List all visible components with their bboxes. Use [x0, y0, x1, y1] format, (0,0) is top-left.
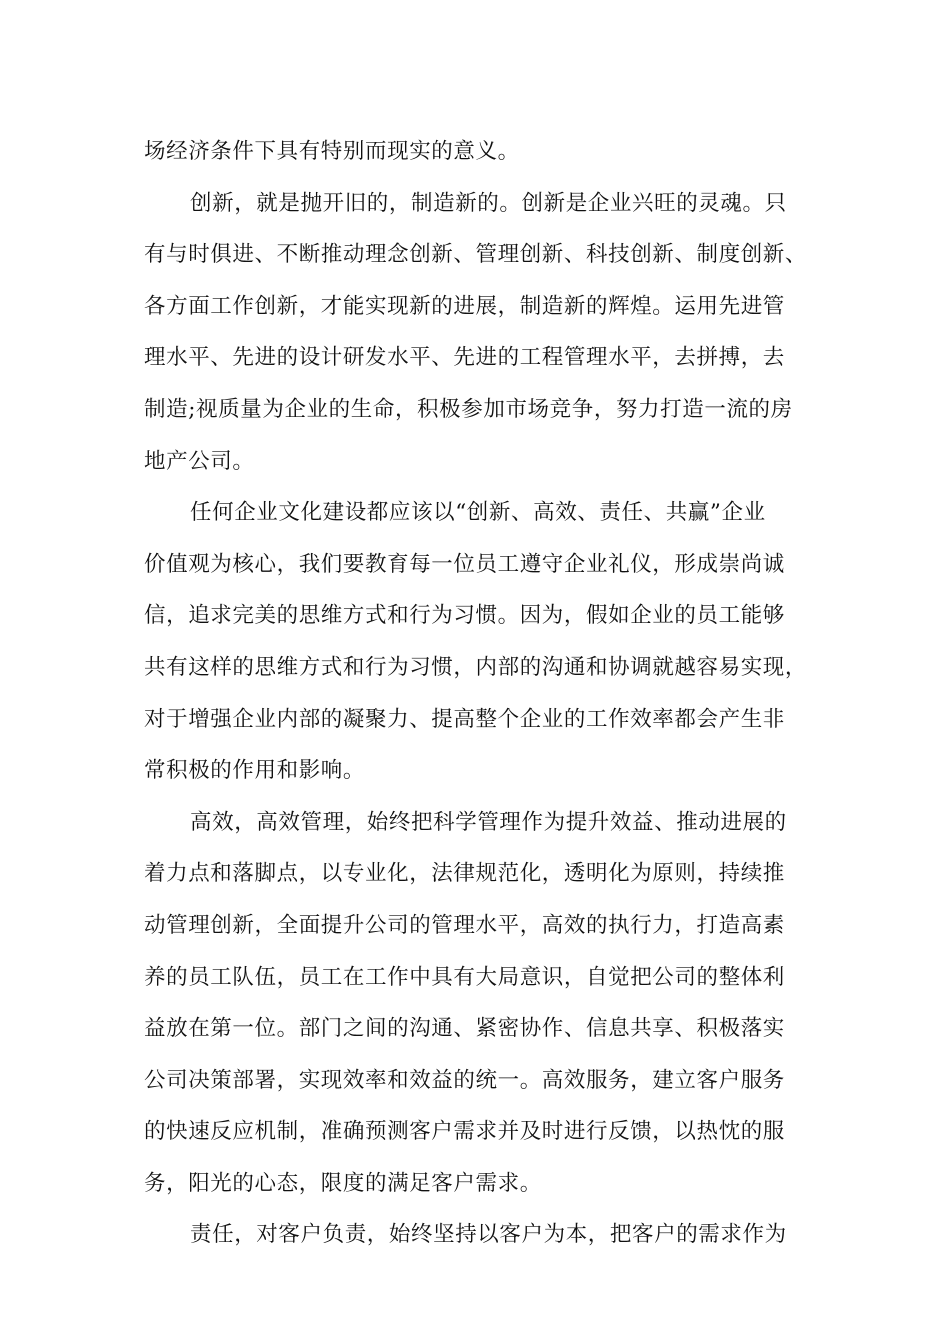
text-line: 益放在第一位。部门之间的沟通、紧密协作、信息共享、积极落实 [144, 1016, 785, 1042]
text-line: 着力点和落脚点，以专业化，法律规范化，透明化为原则，持续推 [144, 861, 785, 887]
text-line: 的快速反应机制，准确预测客户需求并及时进行反馈，以热忱的服 [144, 1119, 785, 1145]
text-line: 公司决策部署，实现效率和效益的统一。高效服务，建立客户服务 [144, 1067, 785, 1093]
text-line: 务，阳光的心态，限度的满足客户需求。 [144, 1170, 542, 1196]
text-line: 养的员工队伍，员工在工作中具有大局意识，自觉把公司的整体利 [144, 964, 785, 990]
paragraph-first-line: 创新，就是抛开旧的，制造新的。创新是企业兴旺的灵魂。只 [190, 190, 787, 216]
text-line: 理水平、先进的设计研发水平、先进的工程管理水平，去拼搏，去 [144, 345, 785, 371]
text-line: 地产公司。 [144, 448, 255, 474]
text-line: 价值观为核心，我们要教育每一位员工遵守企业礼仪，形成崇尚诚 [144, 551, 785, 577]
text-line: 对于增强企业内部的凝聚力、提高整个企业的工作效率都会产生非 [144, 706, 785, 732]
text-line: 信，追求完美的思维方式和行为习惯。因为，假如企业的员工能够 [144, 603, 785, 629]
body-text [144, 126, 824, 1261]
text-line: 有与时俱进、不断推动理念创新、管理创新、科技创新、制度创新、 [144, 242, 808, 268]
paragraph-first-line: 高效，高效管理，始终把科学管理作为提升效益、推动进展的 [190, 809, 787, 835]
paragraph-first-line: 责任，对客户负责，始终坚持以客户为本，把客户的需求作为 [190, 1222, 787, 1248]
text-line: 制造;视质量为企业的生命，积极参加市场竞争，努力打造一流的房 [144, 396, 793, 422]
text-line: 场经济条件下具有特别而现实的意义。 [144, 139, 520, 164]
text-line: 共有这样的思维方式和行为习惯，内部的沟通和协调就越容易实现， [144, 654, 808, 680]
text-line: 常积极的作用和影响。 [144, 758, 366, 784]
paragraph-first-line: 任何企业文化建设都应该以“创新、高效、责任、共赢”企业 [190, 500, 766, 526]
text-line: 各方面工作创新，才能实现新的进展，制造新的辉煌。运用先进管 [144, 293, 785, 319]
text-line: 动管理创新，全面提升公司的管理水平，高效的执行力，打造高素 [144, 912, 785, 938]
